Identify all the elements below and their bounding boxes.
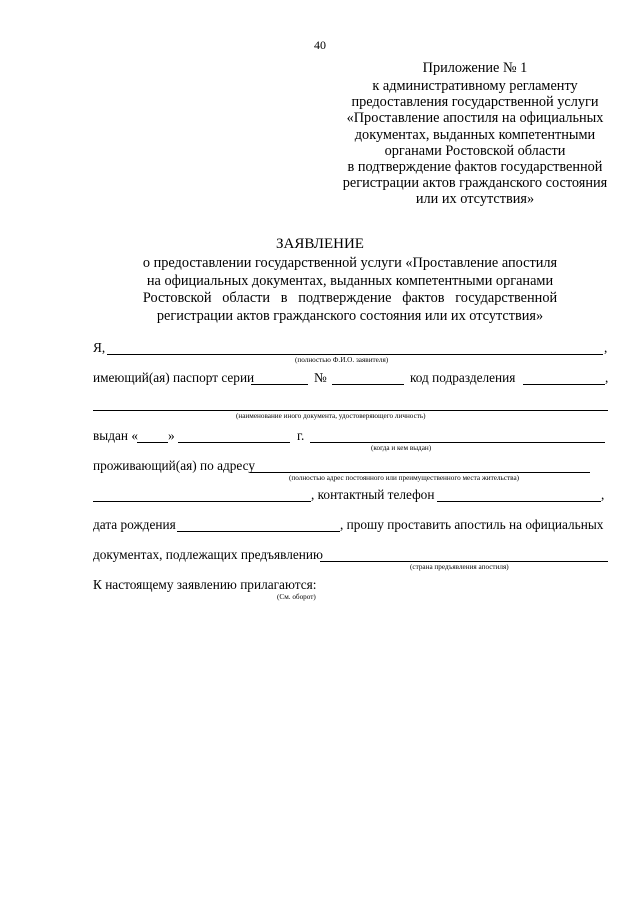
birth-date-label: дата рождения <box>93 517 176 532</box>
documents-label: документах, подлежащих предъявлению <box>93 547 323 562</box>
address-continuation-field[interactable] <box>93 501 311 502</box>
appendix-line: или их отсутствия» <box>415 191 535 208</box>
birth-date-field[interactable] <box>177 531 340 532</box>
appendix-line: в подтверждение фактов государственной <box>347 159 603 175</box>
quote-close: » <box>168 428 175 443</box>
appendix-line: предоставления государственной услуги <box>351 94 599 111</box>
other-document-field[interactable] <box>93 410 608 411</box>
subheading-line: Ростовской области в подтверждение фактов государственной <box>142 290 558 306</box>
country-field[interactable] <box>320 561 608 562</box>
subheading-line: о предоставлении государственной услуги «Проставление апостиля <box>142 255 558 271</box>
division-code-field[interactable] <box>523 384 605 385</box>
passport-number-label: № <box>314 370 327 385</box>
subheading-line: регистрации актов гражданского состояния или их отсутствия» <box>156 307 544 324</box>
appendix-line: «Проставление апостиля на официальных <box>346 110 604 127</box>
address-field[interactable] <box>250 472 590 473</box>
phone-label: , контактный телефон <box>311 487 435 502</box>
issued-day-field[interactable] <box>137 442 168 443</box>
phone-field[interactable] <box>437 501 601 502</box>
other-document-hint: (наименование иного документа, удостоверяющего личность) <box>236 412 426 420</box>
passport-number-field[interactable] <box>332 384 404 385</box>
attachments-label: К настоящему заявлению прилагаются: <box>93 577 317 592</box>
comma: , <box>605 370 609 385</box>
subheading-line: на официальных документах, выданных компетентными органами <box>146 272 554 289</box>
division-code-label: код подразделения <box>410 370 516 385</box>
appendix-line: органами Ростовской области <box>384 142 566 159</box>
issued-label: выдан « <box>93 428 138 443</box>
issued-by-hint: (когда и кем выдан) <box>371 444 432 452</box>
appendix-line: регистрации актов гражданского состояния <box>342 175 608 192</box>
page-number: 40 <box>314 38 326 52</box>
applicant-hint: (полностью Ф.И.О. заявителя) <box>295 356 389 364</box>
passport-label: имеющий(ая) паспорт серии <box>93 370 255 385</box>
issued-month-field[interactable] <box>178 442 290 443</box>
address-hint: (полностью адрес постоянного или преимущественного места жительства) <box>289 474 520 482</box>
appendix-line: документах, выданных компетентными <box>354 126 596 143</box>
comma: , <box>604 340 608 355</box>
applicant-name-field[interactable] <box>107 354 603 355</box>
see-reverse-note: (См. оборот) <box>277 593 316 601</box>
appendix-caption <box>320 78 630 218</box>
country-hint: (страна предъявления апостиля) <box>410 563 509 571</box>
document-heading: ЗАЯВЛЕНИЕ <box>276 236 364 252</box>
request-text: , прошу проставить апостиль на официальных <box>340 517 604 532</box>
applicant-prefix: Я, <box>93 340 106 355</box>
comma: , <box>601 487 605 502</box>
appendix-title: Приложение № 1 <box>422 60 528 76</box>
issued-by-field[interactable] <box>310 442 605 443</box>
year-label: г. <box>297 428 305 443</box>
passport-series-field[interactable] <box>251 384 308 385</box>
appendix-line: к административному регламенту <box>372 78 578 94</box>
address-label: проживающий(ая) по адресу <box>93 458 256 473</box>
